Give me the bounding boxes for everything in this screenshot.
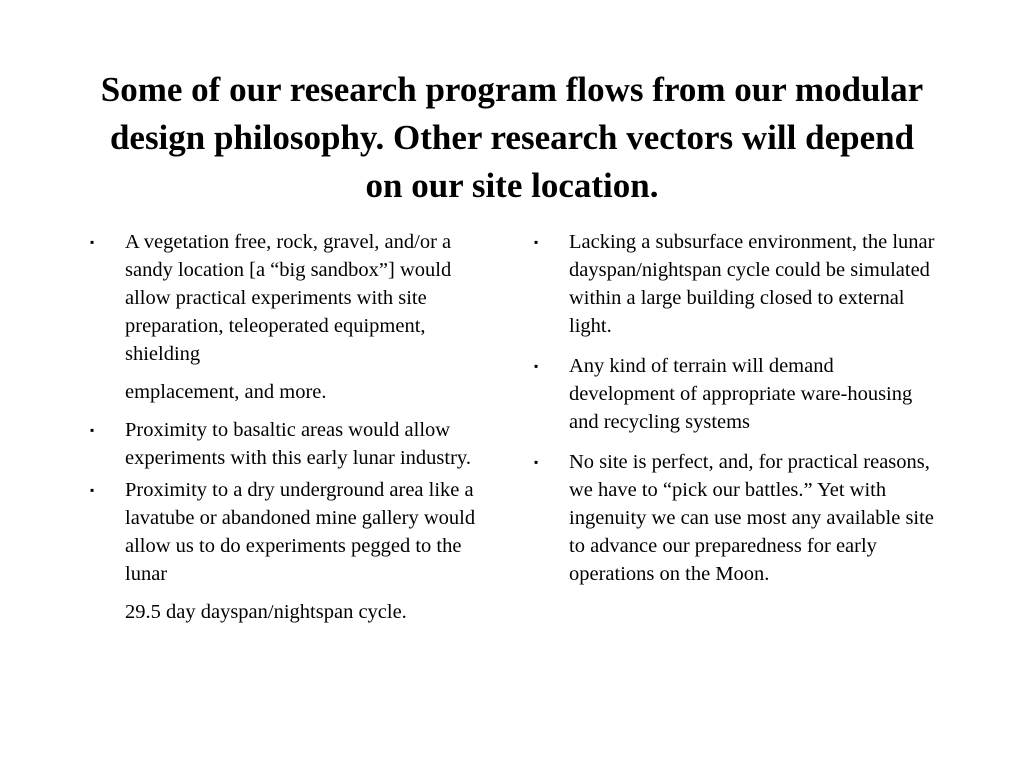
square-bullet-icon: ▪ (90, 483, 95, 497)
bullet-text-main: Proximity to a dry underground area like a lavatube or abandoned mine gallery would allow us to do experiments pegged to the lunar (125, 479, 476, 585)
bullet-text-tail: 29.5 day dayspan/nightspan cycle. (125, 601, 407, 623)
bullet-text-tail: emplacement, and more. (125, 381, 327, 403)
square-bullet-icon: ▪ (90, 235, 95, 249)
slide-title: Some of our research program flows from our modular design philosophy. Other research vectors will depend on our site location. (100, 70, 924, 205)
bullet-text (125, 476, 488, 626)
left-bullet-list (88, 228, 488, 626)
square-bullet-icon: ▪ (534, 359, 539, 373)
square-bullet-icon: ▪ (90, 423, 95, 437)
bullet-item (88, 476, 488, 626)
bullet-text: Proximity to basaltic areas would allow experiments with this early lunar industry. (125, 419, 471, 469)
square-bullet-icon: ▪ (534, 235, 539, 249)
bullet-item (532, 228, 942, 340)
bullet-text: No site is perfect, and, for practical reasons, we have to “pick our battles.” Yet with ingenuity we can use most any available site to advance our preparedness for early operations on the Moon. (569, 451, 934, 585)
bullet-text (125, 228, 488, 406)
square-bullet-icon: ▪ (534, 455, 539, 469)
bullet-item (532, 448, 942, 588)
bullet-item (88, 416, 488, 472)
bullet-item (88, 228, 488, 406)
right-bullet-list (532, 228, 942, 588)
bullet-text: Any kind of terrain will demand development of appropriate ware-housing and recycling systems (569, 355, 913, 433)
bullet-item (532, 352, 942, 436)
bullet-text: Lacking a subsurface environment, the lunar dayspan/nightspan cycle could be simulated within a large building closed to external light. (569, 231, 935, 337)
bullet-text-main: A vegetation free, rock, gravel, and/or a sandy location [a “big sandbox”] would allow practical experiments with site preparation, teleoperated equipment, shielding (125, 231, 452, 365)
